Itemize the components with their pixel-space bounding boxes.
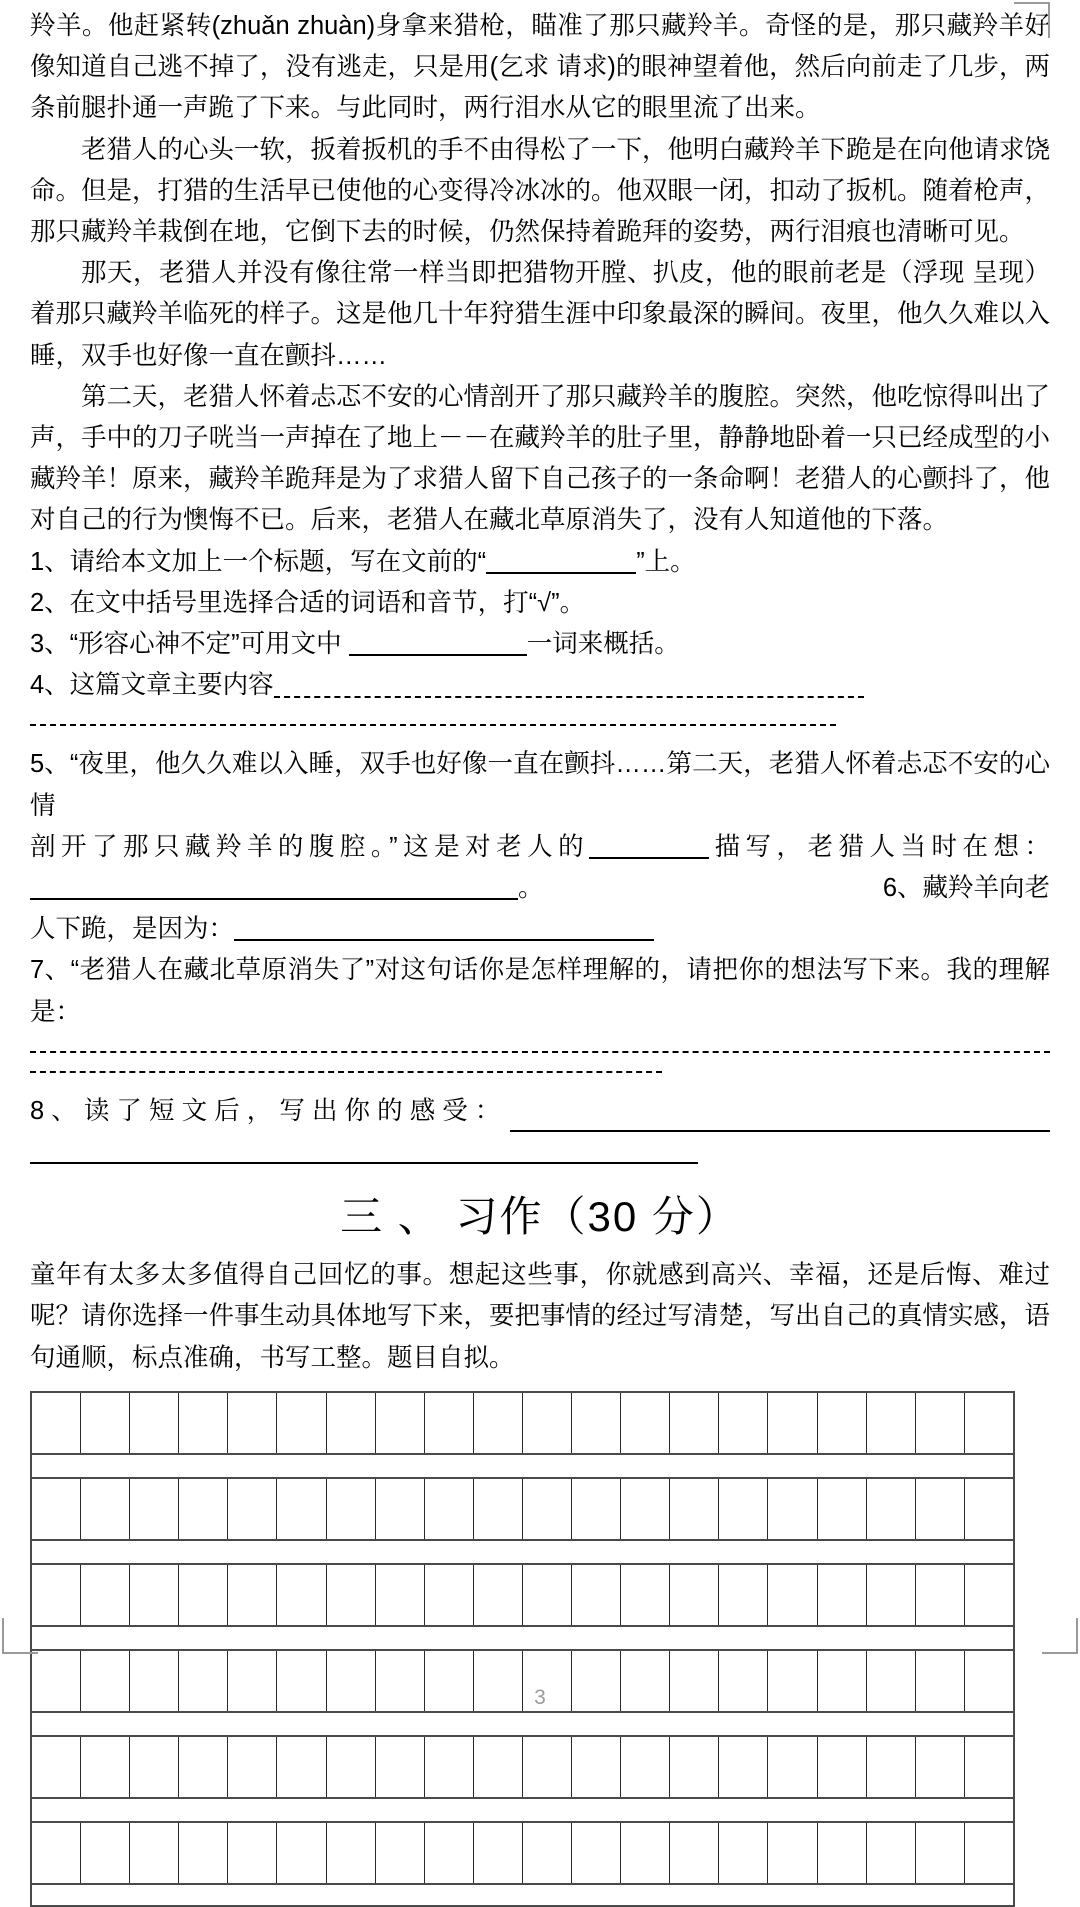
composition-grid-row[interactable] bbox=[30, 1477, 1015, 1539]
composition-grid-cell[interactable] bbox=[818, 1393, 867, 1453]
question-5-line-3-row bbox=[30, 868, 1050, 909]
question-5-answer-blank[interactable] bbox=[30, 898, 518, 900]
composition-grid-cell[interactable] bbox=[670, 1479, 719, 1539]
composition-grid-cell[interactable] bbox=[179, 1393, 228, 1453]
composition-grid-cell[interactable] bbox=[474, 1823, 523, 1883]
composition-grid-cell[interactable] bbox=[376, 1737, 425, 1797]
composition-grid-cell[interactable] bbox=[32, 1823, 81, 1883]
composition-grid-cell[interactable] bbox=[818, 1737, 867, 1797]
composition-grid-cell[interactable] bbox=[523, 1737, 572, 1797]
composition-grid-gap bbox=[30, 1883, 1015, 1907]
composition-grid-cell[interactable] bbox=[768, 1565, 817, 1625]
question-8-line-2 bbox=[30, 1132, 1050, 1173]
composition-grid-cell[interactable] bbox=[32, 1737, 81, 1797]
composition-grid-cell[interactable] bbox=[179, 1565, 228, 1625]
composition-grid-cell[interactable] bbox=[32, 1479, 81, 1539]
composition-grid-cell[interactable] bbox=[719, 1823, 768, 1883]
composition-grid-cell[interactable] bbox=[81, 1393, 130, 1453]
crop-mark-bottom-right bbox=[1042, 1618, 1078, 1654]
composition-grid-cell[interactable] bbox=[867, 1737, 916, 1797]
question-2: 2、在文中括号里选择合适的词语和音节，打“√”。 bbox=[30, 588, 586, 617]
question-8 bbox=[30, 1091, 1050, 1132]
composition-grid-row[interactable] bbox=[30, 1735, 1015, 1797]
composition-grid-cell[interactable] bbox=[867, 1393, 916, 1453]
composition-grid-cell[interactable] bbox=[327, 1823, 376, 1883]
composition-grid-cell[interactable] bbox=[719, 1565, 768, 1625]
composition-grid-cell[interactable] bbox=[916, 1823, 965, 1883]
composition-grid-cell[interactable] bbox=[327, 1737, 376, 1797]
composition-grid-gap bbox=[30, 1625, 1015, 1649]
question-5-blank[interactable] bbox=[589, 857, 709, 859]
question-3-prefix: 3、“形容心神不定”可用文中 bbox=[30, 630, 342, 659]
composition-grid-cell[interactable] bbox=[818, 1823, 867, 1883]
composition-grid-cell[interactable] bbox=[523, 1479, 572, 1539]
composition-grid-cell[interactable] bbox=[277, 1479, 326, 1539]
composition-grid-cell[interactable] bbox=[130, 1737, 179, 1797]
composition-grid-cell[interactable] bbox=[179, 1479, 228, 1539]
composition-grid-cell[interactable] bbox=[572, 1737, 621, 1797]
composition-grid-cell[interactable] bbox=[376, 1823, 425, 1883]
composition-grid-cell[interactable] bbox=[768, 1393, 817, 1453]
passage-paragraph-3: 那天，老猎人并没有像往常一样当即把猎物开膛、扒皮，他的眼前老是（浮现 呈现）着那只藏羚羊临死的样子。这是他几十年狩猎生涯中印象最深的瞬间。夜里，他久久难以入睡，双手也好像一直在颤抖…… bbox=[30, 259, 1051, 370]
composition-grid-cell[interactable] bbox=[376, 1393, 425, 1453]
composition-grid-cell[interactable] bbox=[916, 1565, 965, 1625]
composition-grid-cell[interactable] bbox=[130, 1565, 179, 1625]
composition-grid-cell[interactable] bbox=[327, 1479, 376, 1539]
composition-grid-cell[interactable] bbox=[621, 1823, 670, 1883]
composition-grid-row[interactable] bbox=[30, 1391, 1015, 1453]
composition-grid-cell[interactable] bbox=[228, 1565, 277, 1625]
question-4-answer-rule-1[interactable] bbox=[274, 670, 864, 698]
composition-grid-cell[interactable] bbox=[474, 1393, 523, 1453]
composition-grid-cell[interactable] bbox=[621, 1393, 670, 1453]
question-4-answer-rule-2[interactable] bbox=[30, 724, 836, 726]
composition-grid-cell[interactable] bbox=[277, 1393, 326, 1453]
question-5-line-2-text-a: 剖开了那只藏羚羊的腹腔。”这是对老人的 bbox=[30, 832, 590, 861]
composition-grid-cell[interactable] bbox=[130, 1479, 179, 1539]
composition-grid-cell[interactable] bbox=[228, 1479, 277, 1539]
composition-grid-cell[interactable] bbox=[474, 1479, 523, 1539]
composition-grid-cell[interactable] bbox=[572, 1393, 621, 1453]
question-5-answer-group bbox=[30, 868, 544, 909]
composition-grid-cell[interactable] bbox=[228, 1393, 277, 1453]
composition-grid-cell[interactable] bbox=[425, 1565, 474, 1625]
composition-grid-cell[interactable] bbox=[474, 1737, 523, 1797]
question-6-part-b: 人下跪，是因为： bbox=[30, 915, 235, 944]
reading-passage bbox=[30, 0, 1050, 542]
crop-mark-top-right bbox=[1014, 2, 1050, 38]
composition-grid-gap bbox=[30, 1711, 1015, 1735]
composition-grid-cell[interactable] bbox=[327, 1565, 376, 1625]
composition-grid-cell[interactable] bbox=[867, 1565, 916, 1625]
composition-grid-cell[interactable] bbox=[425, 1823, 474, 1883]
composition-prompt: 童年有太多太多值得自己回忆的事。想起这些事，你就感到高兴、幸福，还是后悔、难过呢？请你选择一件事生动具体地写下来，要把事情的经过写清楚，写出自己的真情实感，语句通顺，标点准确，书写工整。题目自拟。 bbox=[30, 1261, 1051, 1372]
composition-grid-cell[interactable] bbox=[621, 1565, 670, 1625]
composition-grid-cell[interactable] bbox=[81, 1737, 130, 1797]
composition-grid-cell[interactable] bbox=[670, 1565, 719, 1625]
composition-grid-cell[interactable] bbox=[523, 1565, 572, 1625]
composition-grid-cell[interactable] bbox=[867, 1823, 916, 1883]
question-6-blank[interactable] bbox=[234, 939, 654, 941]
composition-grid-cell[interactable] bbox=[965, 1565, 1013, 1625]
composition-grid-cell[interactable] bbox=[81, 1565, 130, 1625]
composition-grid-cell[interactable] bbox=[277, 1823, 326, 1883]
composition-grid-cell[interactable] bbox=[523, 1823, 572, 1883]
composition-grid-cell[interactable] bbox=[474, 1565, 523, 1625]
composition-grid-cell[interactable] bbox=[523, 1393, 572, 1453]
composition-grid-row[interactable] bbox=[30, 1563, 1015, 1625]
composition-grid-cell[interactable] bbox=[572, 1823, 621, 1883]
composition-grid-cell[interactable] bbox=[572, 1565, 621, 1625]
composition-grid-cell[interactable] bbox=[327, 1393, 376, 1453]
composition-grid-cell[interactable] bbox=[818, 1565, 867, 1625]
composition-grid-cell[interactable] bbox=[916, 1737, 965, 1797]
composition-grid-gap bbox=[30, 1539, 1015, 1563]
composition-grid-cell[interactable] bbox=[277, 1737, 326, 1797]
passage-paragraph-4: 第二天，老猎人怀着忐忑不安的心情剖开了那只藏羚羊的腹腔。突然，他吃惊得叫出了声，手中的刀子咣当一声掉在了地上－－在藏羚羊的肚子里，静静地卧着一只已经成型的小藏羚羊！原来，藏羚羊跪拜是为了求猎人留下自己孩子的一条命啊！老猎人的心颤抖了，他对自己的行为懊悔不已。后来，老猎人在藏北草原消失了，没有人知道他的下落。 bbox=[30, 382, 1051, 535]
composition-grid-cell[interactable] bbox=[32, 1393, 81, 1453]
question-4 bbox=[30, 665, 1050, 706]
question-1 bbox=[30, 542, 1050, 583]
composition-grid-cell[interactable] bbox=[670, 1393, 719, 1453]
question-1-suffix: ”上。 bbox=[636, 547, 696, 576]
passage-paragraph-1: 羚羊。他赶紧转(zhuǎn zhuàn)身拿来猎枪，瞄准了那只藏羚羊。奇怪的是，那只藏羚羊好像知道自己逃不掉了，没有逃走，只是用(乞求 请求)的眼神望着他，然后向前走了几步，两条前腿扑通一声跪了下来。与此同时，两行泪水从它的眼里流了出来。 bbox=[30, 12, 1050, 123]
question-3-blank[interactable] bbox=[349, 654, 527, 656]
composition-grid-cell[interactable] bbox=[621, 1479, 670, 1539]
question-3 bbox=[30, 624, 1050, 665]
composition-grid-cell[interactable] bbox=[965, 1737, 1013, 1797]
page-number: 3 bbox=[534, 1686, 546, 1709]
composition-grid-cell[interactable] bbox=[130, 1823, 179, 1883]
passage-paragraph-2: 老猎人的心头一软，扳着扳机的手不由得松了一下，他明白藏羚羊下跪是在向他请求饶命。但是，打猎的生活早已使他的心变得冷冰冰的。他双眼一闭，扣动了扳机。随着枪声，那只藏羚羊栽倒在地，它倒下去的时候，仍然保持着跪拜的姿势，两行泪痕也清晰可见。 bbox=[30, 135, 1051, 247]
question-3-suffix: 一词来概括。 bbox=[526, 630, 680, 659]
composition-grid-cell[interactable] bbox=[179, 1823, 228, 1883]
composition-grid-cell[interactable] bbox=[719, 1393, 768, 1453]
crop-mark-bottom-left bbox=[2, 1618, 38, 1654]
composition-grid-cell[interactable] bbox=[81, 1479, 130, 1539]
question-4-prefix: 4、这篇文章主要内容 bbox=[30, 671, 274, 700]
composition-grid-cell[interactable] bbox=[179, 1737, 228, 1797]
composition-grid-cell[interactable] bbox=[768, 1479, 817, 1539]
composition-grid[interactable] bbox=[30, 1391, 1015, 1907]
composition-grid-cell[interactable] bbox=[228, 1737, 277, 1797]
composition-grid-cell[interactable] bbox=[130, 1393, 179, 1453]
composition-grid-cell[interactable] bbox=[768, 1737, 817, 1797]
composition-grid-cell[interactable] bbox=[621, 1737, 670, 1797]
composition-grid-cell[interactable] bbox=[425, 1393, 474, 1453]
question-8-blank-2[interactable] bbox=[30, 1162, 698, 1164]
composition-grid-cell[interactable] bbox=[965, 1823, 1013, 1883]
composition-grid-cell[interactable] bbox=[965, 1479, 1013, 1539]
composition-grid-gap bbox=[30, 1453, 1015, 1477]
composition-grid-cell[interactable] bbox=[572, 1479, 621, 1539]
question-6-line-2 bbox=[30, 909, 1050, 950]
composition-grid-cell[interactable] bbox=[670, 1737, 719, 1797]
composition-grid-cell[interactable] bbox=[719, 1479, 768, 1539]
question-1-blank[interactable] bbox=[486, 572, 636, 574]
composition-grid-cell[interactable] bbox=[670, 1823, 719, 1883]
question-5-line-2-text-b: 描写，老猎人当时在想： bbox=[709, 832, 1050, 861]
question-6-part-a: 6、藏羚羊向老 bbox=[882, 874, 1050, 903]
question-5-line-2 bbox=[30, 827, 1050, 868]
composition-grid-cell[interactable] bbox=[867, 1479, 916, 1539]
composition-grid-cell[interactable] bbox=[768, 1823, 817, 1883]
composition-grid-row[interactable] bbox=[30, 1821, 1015, 1883]
composition-grid-cell[interactable] bbox=[32, 1565, 81, 1625]
composition-grid-cell[interactable] bbox=[916, 1393, 965, 1453]
composition-grid-cell[interactable] bbox=[965, 1393, 1013, 1453]
question-1-prefix: 1、请给本文加上一个标题，写在文前的“ bbox=[30, 547, 487, 576]
composition-grid-cell[interactable] bbox=[81, 1823, 130, 1883]
question-7-answer-rule-1[interactable] bbox=[30, 1051, 1050, 1053]
composition-grid-cell[interactable] bbox=[376, 1479, 425, 1539]
section-heading-composition: 三 、 习作（30 分） bbox=[340, 1193, 740, 1241]
question-7-answer-rule-2[interactable] bbox=[30, 1071, 662, 1073]
composition-grid-gap bbox=[30, 1797, 1015, 1821]
question-5-line-1: 5、“夜里，他久久难以入睡，双手也好像一直在颤抖……第二天，老猎人怀着忐忑不安的心情 bbox=[30, 750, 1050, 820]
composition-grid-cell[interactable] bbox=[818, 1479, 867, 1539]
question-5-period: 。 bbox=[518, 874, 544, 903]
composition-grid-cell[interactable] bbox=[916, 1479, 965, 1539]
composition-grid-cell[interactable] bbox=[277, 1565, 326, 1625]
composition-grid-cell[interactable] bbox=[719, 1737, 768, 1797]
composition-grid-cell[interactable] bbox=[425, 1479, 474, 1539]
composition-grid-cell[interactable] bbox=[376, 1565, 425, 1625]
composition-grid-cell[interactable] bbox=[425, 1737, 474, 1797]
composition-grid-cell[interactable] bbox=[228, 1823, 277, 1883]
question-7: 7、“老猎人在藏北草原消失了”对这句话你是怎样理解的，请把你的想法写下来。我的理解是： bbox=[30, 956, 1050, 1026]
question-8-label: 8 、 读 了 短 文 后 ， 写 出 你 的 感 受 ： bbox=[30, 1096, 501, 1125]
